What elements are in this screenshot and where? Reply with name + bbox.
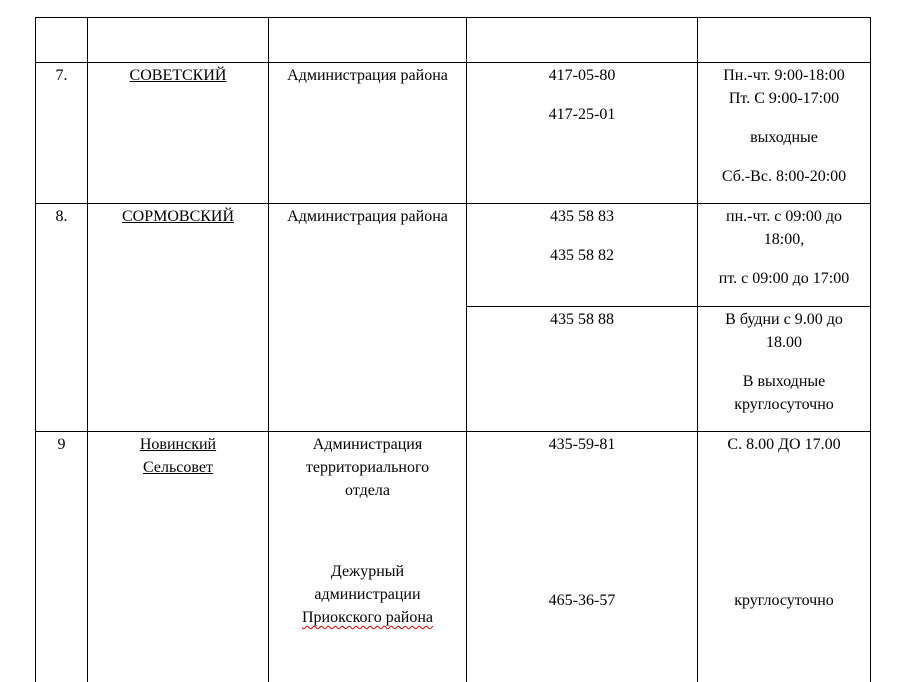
- hours-line: круглосуточно: [734, 592, 834, 609]
- phone-cell: [467, 308, 697, 331]
- district-line: Новинский: [139, 436, 217, 453]
- row-border: [35, 431, 871, 432]
- phone-number: 417-05-80: [548, 67, 616, 84]
- row-border: [35, 203, 871, 204]
- phone-number: 435 58 88: [550, 311, 614, 328]
- hours-line: Сб.-Вс. 8:00-20:00: [721, 168, 847, 185]
- hours-line: пт. с 09:00 до 17:00: [718, 270, 850, 287]
- hours-line: Пн.-чт. 9:00-18:00: [723, 67, 845, 84]
- row-border: [466, 306, 871, 307]
- col-border: [87, 17, 88, 682]
- row-number: 7.: [55, 67, 68, 84]
- org-line: Дежурный: [330, 563, 405, 580]
- hours-line: 18.00: [766, 334, 802, 351]
- hours-line: В выходные: [742, 373, 826, 390]
- district-line: Сельсовет: [143, 459, 213, 476]
- org-line: Администрация: [312, 436, 423, 453]
- phone-number: 435 58 82: [550, 247, 614, 264]
- hours-line: С. 8.00 ДО 17.00: [727, 436, 841, 453]
- district-link[interactable]: [88, 433, 268, 479]
- phone-number: 435-59-81: [548, 436, 616, 453]
- district-link[interactable]: СОВЕТСКИЙ: [129, 67, 227, 84]
- organization: [269, 560, 466, 629]
- org-line: Приокского района: [301, 609, 434, 626]
- organization: Администрация района: [287, 67, 448, 84]
- row-number: 8.: [55, 208, 68, 225]
- hours-line: 18:00,: [763, 231, 805, 248]
- org-line: отдела: [345, 482, 390, 499]
- hours-line: пн.-чт. с 09:00 до: [726, 208, 842, 225]
- organization: Администрация района: [287, 208, 448, 225]
- hours-cell: [698, 308, 870, 416]
- col-border: [35, 17, 36, 682]
- district-link[interactable]: СОРМОВСКИЙ: [121, 208, 235, 225]
- phone-cell: [467, 205, 697, 267]
- row-border: [35, 17, 871, 18]
- org-line: администрации: [314, 586, 421, 603]
- col-border: [870, 17, 871, 682]
- hours-cell: [698, 64, 870, 188]
- hours-line: круглосуточно: [734, 396, 834, 413]
- row-border: [35, 62, 871, 63]
- hours-line: Пт. С 9:00-17:00: [728, 90, 840, 107]
- organization: [269, 433, 466, 502]
- hours-line: В будни с 9.00 до: [725, 311, 843, 328]
- phone-number: 417-25-01: [548, 106, 616, 123]
- phone-number: 465-36-57: [548, 592, 616, 609]
- row-number: 9: [57, 436, 66, 453]
- hours-line: выходные: [750, 129, 818, 146]
- phone-number: 435 58 83: [550, 208, 614, 225]
- org-line: территориального: [305, 459, 430, 476]
- hours-cell: [698, 205, 870, 290]
- phone-cell: [467, 64, 697, 126]
